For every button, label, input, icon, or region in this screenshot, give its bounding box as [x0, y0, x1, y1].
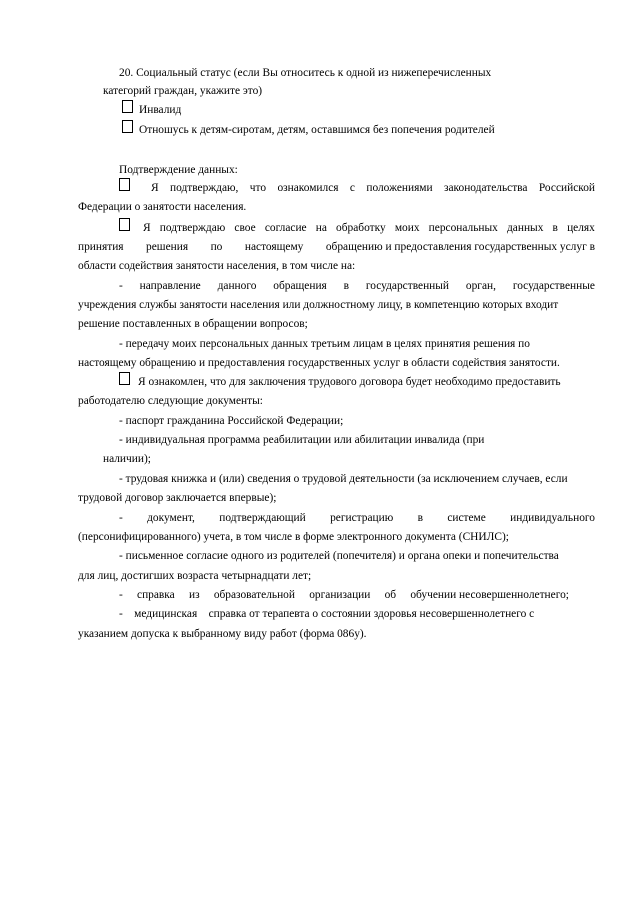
consent-line2: принятия решения по настоящему обращению и предоставления государственных услуг в	[78, 241, 595, 253]
doc-medical-line1: - медицинская справка от терапевта о состоянии здоровья несовершеннолетнего с	[119, 608, 535, 620]
contract-ack-line2: работодателю следующие документы:	[78, 395, 263, 407]
bullet-transfer-line1: - передачу моих персональных данных третьим лицам в целях принятия решения по	[119, 338, 530, 350]
doc-school-certificate: - справка из образовательной организации об обучении несовершеннолетнего;	[119, 589, 569, 601]
contract-ack-checkbox[interactable]	[119, 372, 130, 385]
doc-workbook-line1: - трудовая книжка и (или) сведения о трудовой деятельности (за исключением случаев, если	[119, 473, 568, 485]
law-ack-line1: Я подтверждаю, что ознакомился с положениями законодательства Российской	[151, 182, 595, 194]
doc-medical-line2: указанием допуска к выбранному виду работ (форма 086у).	[78, 628, 367, 640]
orphan-checkbox[interactable]	[122, 120, 133, 133]
doc-consent-line1: - письменное согласие одного из родителей (попечителя) и органа опеки и попечительства	[119, 550, 559, 562]
doc-ipra-line1: - индивидуальная программа реабилитации или абилитации инвалида (при	[119, 434, 485, 446]
bullet-send-line3: решение поставленных в обращении вопросов;	[78, 318, 308, 330]
invalid-checkbox[interactable]	[122, 100, 133, 113]
doc-snils-line1: - документ, подтверждающий регистрацию в системе индивидуального	[119, 512, 595, 524]
bullet-send-line2: учреждения службы занятости населения или должностному лицу, в компетенцию которых входит	[78, 299, 559, 311]
doc-snils-line2: (персонифицированного) учета, в том числе в форме электронного документа (СНИЛС);	[78, 531, 509, 543]
consent-line3: области содействия занятости населения, в том числе на:	[78, 260, 356, 272]
doc-workbook-line2: трудовой договор заключается впервые);	[78, 492, 277, 504]
section-20-line1: 20. Социальный статус (если Вы относитесь к одной из нижеперечисленных	[119, 67, 492, 79]
orphan-label: Отношусь к детям-сиротам, детям, оставшимся без попечения родителей	[139, 124, 495, 136]
consent-line1: Я подтверждаю свое согласие на обработку моих персональных данных в целях	[143, 222, 595, 234]
consent-checkbox[interactable]	[119, 218, 130, 231]
contract-ack-line1: Я ознакомлен, что для заключения трудового договора будет необходимо предоставить	[138, 376, 561, 388]
bullet-transfer-line2: настоящему обращению и предоставления государственных услуг в области содействия занятости.	[78, 357, 560, 369]
invalid-label: Инвалид	[139, 104, 182, 116]
bullet-send-line1: - направление данного обращения в государственный орган, государственные	[119, 280, 595, 292]
law-ack-line2: Федерации о занятости населения.	[78, 201, 247, 213]
doc-ipra-line2: наличии);	[103, 453, 151, 465]
doc-passport: - паспорт гражданина Российской Федерации;	[119, 415, 344, 427]
confirm-heading: Подтверждение данных:	[119, 164, 238, 176]
section-20-line2: категорий граждан, укажите это)	[103, 85, 263, 97]
doc-consent-line2: для лиц, достигших возраста четырнадцати лет;	[78, 570, 312, 582]
law-ack-checkbox[interactable]	[119, 178, 130, 191]
